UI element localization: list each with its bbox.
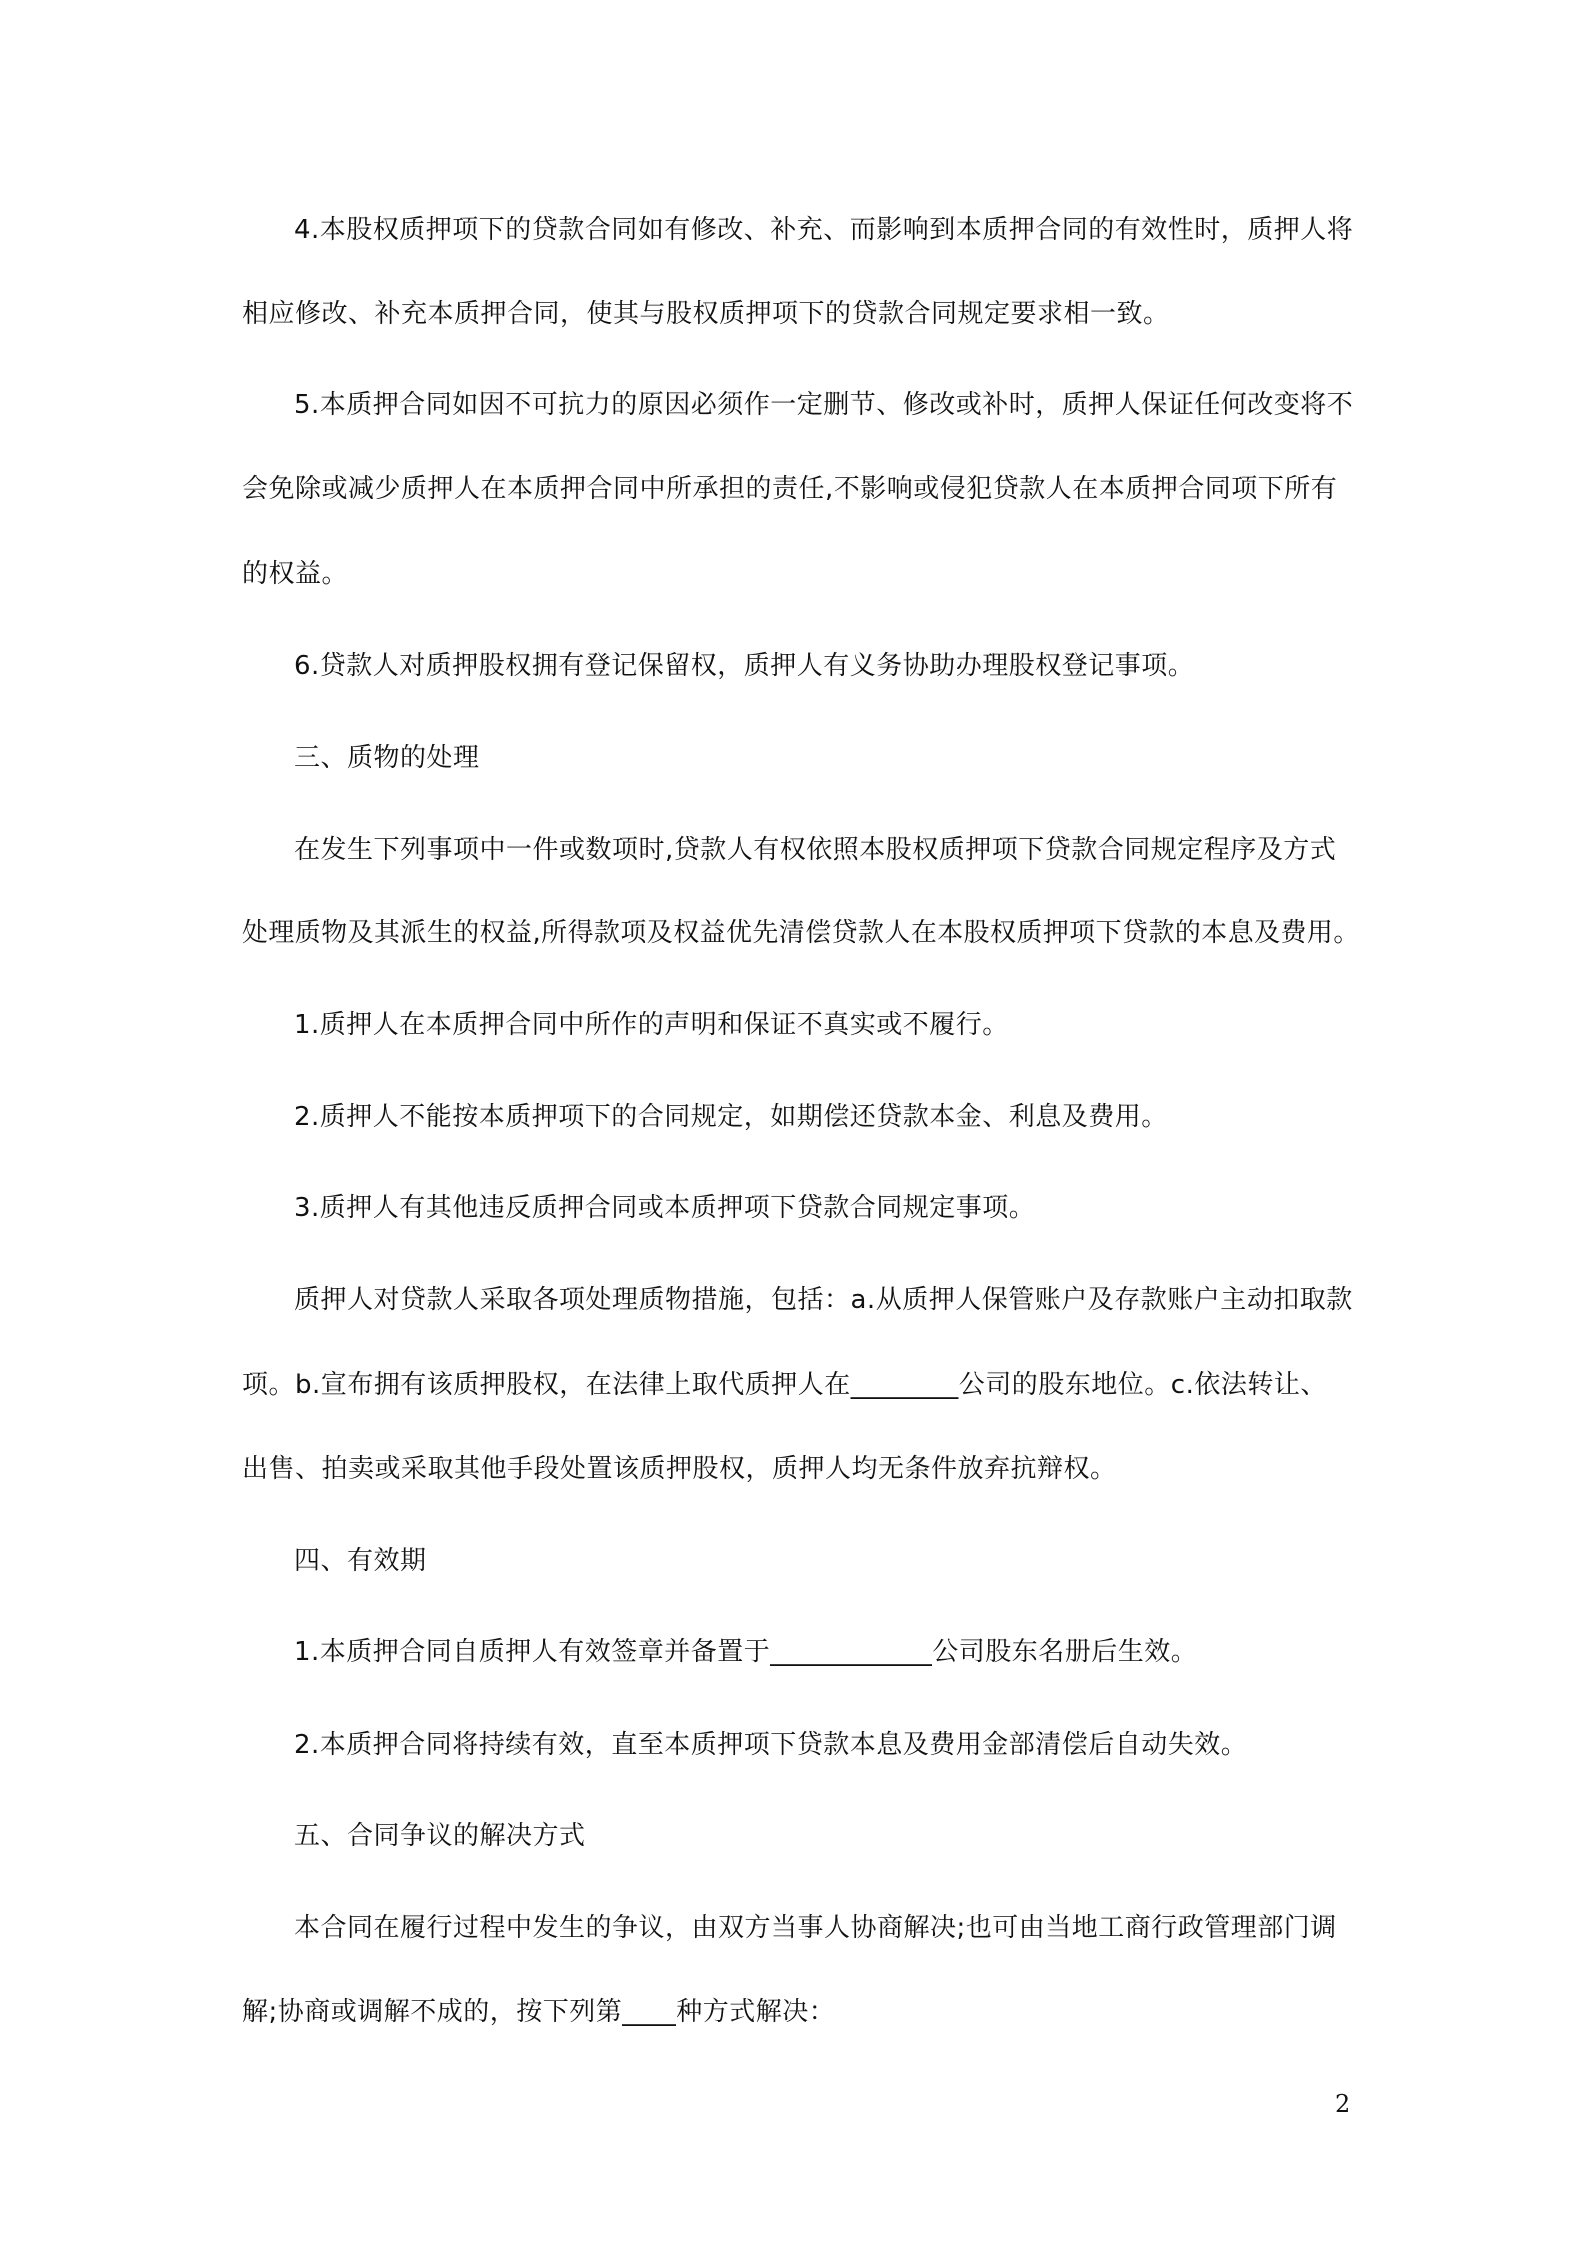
paragraph-line: 相应修改、补充本质押合同，使其与股权质押项下的贷款合同规定要求相一致。 bbox=[242, 299, 1170, 329]
paragraph-line: 处理质物及其派生的权益,所得款项及权益优先清偿贷款人在本股权质押项下贷款的本息及费用。 bbox=[242, 918, 1360, 948]
paragraph-line: 解;协商或调解不成的，按下列第____种方式解决： bbox=[242, 1997, 836, 2027]
section-heading: 四、有效期 bbox=[294, 1546, 427, 1576]
list-item: 1.本质押合同自质押人有效签章并备置于____________公司股东名册后生效。 bbox=[294, 1637, 1198, 1667]
paragraph-line: 4.本股权质押项下的贷款合同如有修改、补充、而影响到本质押合同的有效性时，质押人将 bbox=[294, 215, 1354, 245]
paragraph-line: 会免除或减少质押人在本质押合同中所承担的责任,不影响或侵犯贷款人在本质押合同项下所有 bbox=[242, 474, 1338, 504]
paragraph-line: 项。b.宣布拥有该质押股权，在法律上取代质押人在________公司的股东地位。c.依法转让、 bbox=[242, 1370, 1327, 1400]
paragraph-line: 5.本质押合同如因不可抗力的原因必须作一定删节、修改或补时，质押人保证任何改变将不 bbox=[294, 390, 1354, 420]
paragraph-line: 6.贷款人对质押股权拥有登记保留权，质押人有义务协助办理股权登记事项。 bbox=[294, 651, 1195, 681]
list-item: 2.质押人不能按本质押项下的合同规定，如期偿还贷款本金、利息及费用。 bbox=[294, 1102, 1168, 1132]
list-item: 3.质押人有其他违反质押合同或本质押项下贷款合同规定事项。 bbox=[294, 1193, 1036, 1223]
paragraph-line: 质押人对贷款人采取各项处理质物措施，包括：a.从质押人保管账户及存款账户主动扣取款 bbox=[294, 1285, 1353, 1315]
paragraph-line: 本合同在履行过程中发生的争议，由双方当事人协商解决;也可由当地工商行政管理部门调 bbox=[294, 1913, 1337, 1943]
list-item: 2.本质押合同将持续有效，直至本质押项下贷款本息及费用金部清偿后自动失效。 bbox=[294, 1730, 1248, 1760]
paragraph-line: 在发生下列事项中一件或数项时,贷款人有权依照本股权质押项下贷款合同规定程序及方式 bbox=[294, 835, 1337, 865]
page-number: 2 bbox=[1335, 2090, 1351, 2118]
paragraph-line: 的权益。 bbox=[242, 559, 349, 589]
section-heading: 三、质物的处理 bbox=[294, 743, 480, 773]
list-item: 1.质押人在本质押合同中所作的声明和保证不真实或不履行。 bbox=[294, 1010, 1009, 1040]
paragraph-line: 出售、拍卖或采取其他手段处置该质押股权，质押人均无条件放弃抗辩权。 bbox=[242, 1454, 1117, 1484]
section-heading: 五、合同争议的解决方式 bbox=[294, 1821, 586, 1851]
